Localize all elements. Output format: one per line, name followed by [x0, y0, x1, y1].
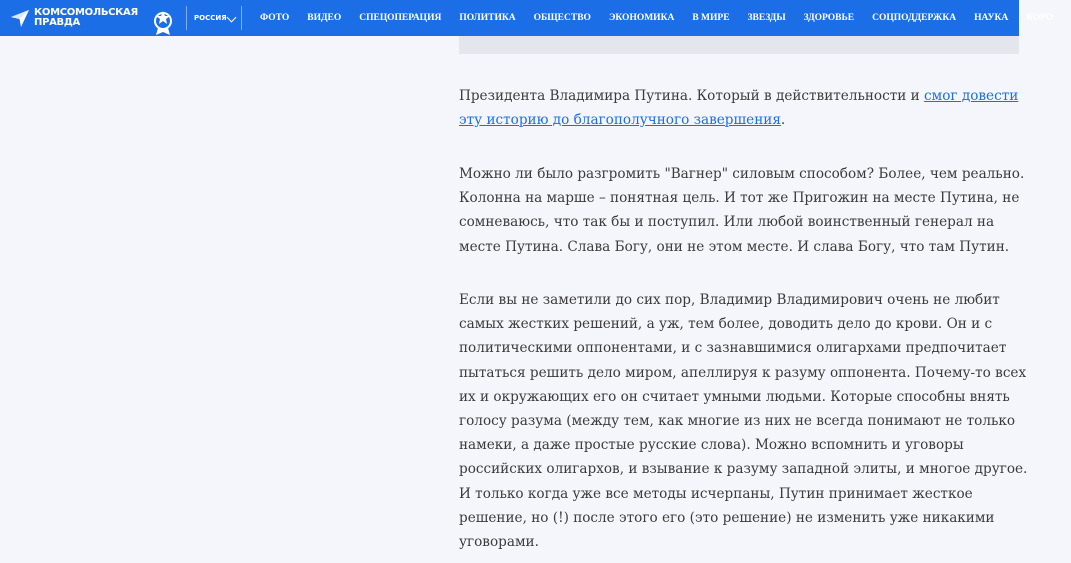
nav-item-health[interactable]: ЗДОРОВЬЕ — [803, 13, 855, 23]
paragraph-text: Президента Владимира Путина. Который в действительности и — [459, 88, 925, 104]
region-label: РОССИЯ — [194, 14, 227, 22]
logo-line-1: КОМСОМОЛЬСКАЯ — [34, 7, 138, 18]
nav-item-special-operation[interactable]: СПЕЦОПЕРАЦИЯ — [359, 13, 442, 23]
site-logo[interactable] — [10, 6, 180, 30]
nav-item-stars[interactable]: ЗВЕЗДЫ — [747, 13, 786, 23]
paragraph-line: самых жестких решений, а уж, тем более, доводить дело до крови. Он и с — [459, 316, 993, 333]
paragraph-line: пытаться решить дело миром, апеллируя к разуму оппонента. Почему-то всех — [459, 364, 1027, 381]
nav-item-politics[interactable]: ПОЛИТИКА — [459, 13, 516, 23]
paragraph-line — [459, 84, 1018, 108]
nav-item-world[interactable]: В МИРЕ — [692, 13, 730, 23]
chevron-down-icon — [227, 13, 237, 23]
paragraph-line: политическими оппонентами, и с зазнавшимися олигархами предпочитает — [459, 340, 1007, 357]
paragraph-line: российских олигархов, и взывание к разуму западной элиты, и многое другое. — [459, 461, 1028, 478]
paragraph-line: намеки, а даже простые русские слова). Можно вспомнить и уговоры — [459, 437, 964, 454]
paragraph-line: их и окружающих его он считает умными людьми. Которые способны внять — [459, 388, 1010, 405]
logo-star-icon — [10, 8, 30, 28]
embedded-block-bottom — [459, 36, 1019, 54]
paragraph-line: голосу разума (между тем, как многие из них не всегда понимают не только — [459, 413, 1016, 430]
nav-item-photo[interactable]: ФОТО — [260, 13, 290, 23]
paragraph-line: Можно ли было разгромить "Вагнер" силовым способом? Более, чем реально. — [459, 166, 1025, 182]
paragraph-line: Если вы не заметили до сих пор, Владимир Владимирович очень не любит — [459, 292, 1000, 308]
paragraph-line: Колонна на марше – понятная цель. И тот же Пригожин на месте Путина, не — [459, 190, 1020, 207]
nav-item-science[interactable]: НАУКА — [974, 13, 1009, 23]
top-navigation-bar — [0, 0, 1054, 36]
paragraph-line: решение, но (!) после этого его (это решение) не изменить уже никакими — [459, 509, 995, 526]
article-link[interactable]: смог довести — [924, 88, 1019, 104]
paragraph-line: месте Путина. Слава Богу, они не этом месте. И слава Богу, что там Путин. — [459, 238, 1010, 255]
article-paragraph-2 — [459, 162, 1024, 259]
logo-line-2: ПРАВДА — [34, 17, 80, 28]
nav-item-cut-off[interactable]: КОРО — [1026, 13, 1054, 23]
nav-item-social-support[interactable]: СОЦПОДДЕРЖКА — [872, 13, 957, 23]
main-menu — [260, 0, 1071, 36]
region-selector[interactable] — [186, 6, 242, 30]
paragraph-line: сомневаюсь, что так бы и поступил. Или любой воинственный генерал на — [459, 214, 995, 231]
paragraph-line: уговорами. — [459, 534, 539, 551]
nav-item-video[interactable]: ВИДЕО — [307, 13, 342, 23]
nav-item-society[interactable]: ОБЩЕСТВО — [533, 13, 591, 23]
paragraph-line — [459, 108, 1018, 132]
article-paragraph-3 — [459, 288, 1027, 554]
nav-item-economy[interactable]: ЭКОНОМИКА — [608, 13, 675, 23]
logo-wordmark — [34, 8, 138, 28]
article-paragraph-1 — [459, 84, 1018, 132]
article-link[interactable]: эту историю до благополучного завершения — [459, 112, 781, 129]
paragraph-line: И только когда уже все методы исчерпаны, Путин принимает жесткое — [459, 485, 973, 502]
order-medal-icon — [148, 6, 178, 36]
paragraph-text: . — [780, 112, 786, 129]
